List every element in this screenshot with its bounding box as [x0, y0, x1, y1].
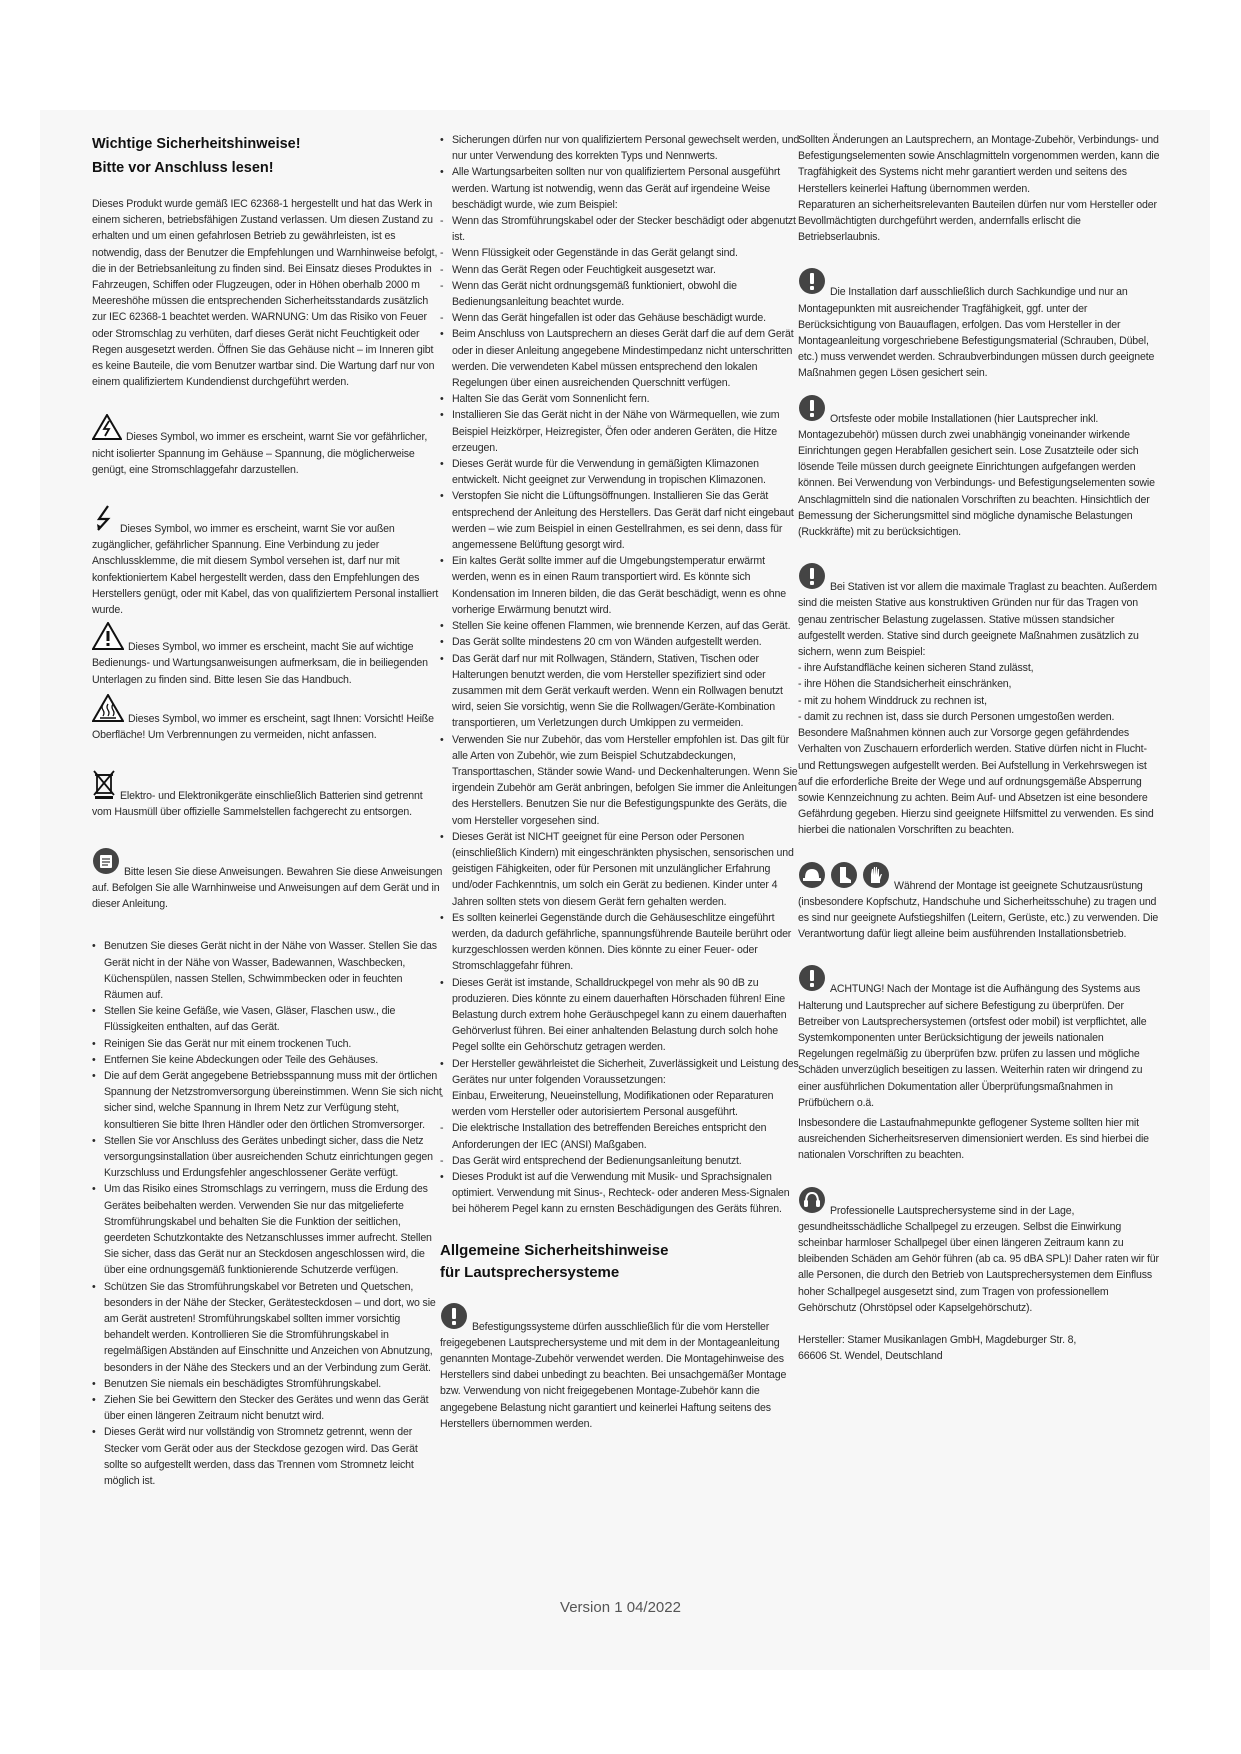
list-item: • Ziehen Sie bei Gewittern den Stecker des Gerätes und wenn das Gerät über einen längeren Zeitraum nicht benutzt wird. [92, 1392, 444, 1424]
symbol-weee-block [92, 769, 444, 820]
safety-bullet-list [92, 938, 444, 1489]
list-item: - Wenn das Gerät Regen oder Feuchtigkeit ausgesetzt war. [440, 262, 800, 278]
document-page [40, 110, 1210, 1670]
hot-surface-icon [92, 694, 124, 727]
attention-text: ACHTUNG! Nach der Montage ist die Aufhängung des Systems aus Halterung und Lautsprecher auf sichere Befestigung zu überprüfen. Der Betreiber von Lautsprechersystemen (ortsfest oder mobil) ist verpflichtet, alle Systemkomponenten unter Berücksichtigung der jeweils nationalen Regelungen regelmäßig zu überprüfen bzw. prüfen zu lassen und mögliche Schäden unverzüglich beseitigen zu lassen. Weiterhin raten wir dringend zu einer ausführlichen Dokumentation aller Überprüfungsmaßnahmen in Prüfbüchern o.ä. [798, 983, 1147, 1109]
lightning-bolt-icon [92, 504, 116, 537]
symbol-read-text: Bitte lesen Sie diese Anweisungen. Bewahren Sie diese Anweisungen auf. Befolgen Sie alle Warnhinweise und Anweisungen auf dem Gerät und in dieser Anleitung. [92, 865, 443, 911]
list-item: • Stellen Sie keine offenen Flammen, wie brennende Kerzen, auf das Gerät. [440, 618, 800, 634]
list-item: • Verwenden Sie nur Zubehör, das vom Hersteller empfohlen ist. Das gilt für alle Arten von Zubehör, wie zum Beispiel Schutzabdeckungen, Transporttaschen, Ständer sowie Wand- und Deckenhalterungen. Wenn Sie irgendein Zubehör am Gerät anbringen, befolgen Sie immer die Anleitungen des Herstellers. Benutzen Sie nur die Befestigungspunkte des Geräts, die vom Hersteller vorgesehen sind. [440, 732, 800, 829]
ppe-block [798, 861, 1160, 943]
installation-text: Die Installation darf ausschließlich durch Sachkundige und nur an Montagepunkten mit ausreichender Tragfähigkeit, ggf. unter der Berücksichtigung von Bauauflagen, erfolgen. Das vom Hersteller in der Montageanleitung vorgeschriebene Befestigungsmaterial (Schrauben, Dübel, etc.) muss verwendet werden. Schraubverbindungen müssen durch geeignete Maßnahmen gegen Lösen gesichert sein. [798, 286, 1155, 380]
speaker-safety-heading: Allgemeine Sicherheitshinweise für Lautsprechersysteme [440, 1241, 669, 1281]
list-item: - Wenn das Gerät hingefallen ist oder das Gehäuse beschädigt wurde. [440, 310, 800, 326]
list-item: - Das Gerät wird entsprechend der Bedienungsanleitung benutzt. [440, 1153, 800, 1169]
column-middle [440, 132, 800, 1432]
modifications-paragraph: Sollten Änderungen an Lautsprechern, an Montage-Zubehör, Verbindungs- und Befestigungselementen sowie Anschlagmitteln vorgenommen werden, kann die Tragfähigkeit des Systems nicht mehr garantiert werden und seitens des Herstellers keinerlei Haftung übernommen werden. [798, 134, 1160, 195]
list-item: • Halten Sie das Gerät vom Sonnenlicht fern. [440, 391, 800, 407]
list-item: • Das Gerät darf nur mit Rollwagen, Ständern, Stativen, Tischen oder Halterungen benutzt werden, die vom Hersteller spezifiziert sind oder zusammen mit dem Gerät verkauft werden. Wenn ein Rollwagen benutzt wird, seien Sie vorsichtig, wenn Sie die Rollwagen/Geräte-Kombination transportieren, um Verletzungen durch Umkippen zu vermeiden. [440, 651, 800, 732]
exclamation-circle-icon [798, 964, 826, 997]
mounting-block [440, 1302, 800, 1432]
symbol-voltage-text: Dieses Symbol, wo immer es erscheint, warnt Sie vor gefährlicher, nicht isolierter Spannung im Gehäuse – Spannung, die möglicherweise genügt, eine Stromschlaggefahr darzustellen. [92, 431, 428, 476]
symbol-attention-block [92, 622, 444, 688]
column-right [798, 132, 1160, 1364]
hearing-text: Professionelle Lautsprechersysteme sind in der Lage, gesundheitsschädliche Schallpegel zu erzeugen. Selbst die Einwirkung scheinbar harmloser Schallpegel über einen längeren Zeitraum kann zu bleibenden Schäden am Gehör führen (ab ca. 95 dBA SPL)! Daher raten wir für alle Personen, die durch den Betrieb von Lautsprechersystemen dem Einfluss hoher Schallpegel ausgesetzt sind, zum Tragen von professionellem Gehörschutz (Ohrstöpsel oder Kapselgehörschutz). [798, 1204, 1159, 1314]
voltage-triangle-icon [92, 414, 122, 445]
list-item: • Der Hersteller gewährleistet die Sicherheit, Zuverlässigkeit und Leistung des Gerätes nur unter folgenden Voraussetzungen: [440, 1056, 800, 1088]
ppe-text: Während der Montage ist geeignete Schutzausrüstung (insbesondere Kopfschutz, Handschuhe und Sicherheitsschuhe) zu tragen und es sind nur geeignete Aufstiegshilfen (Leitern, Gerüste, etc.) zu verwenden. Die Verantwortung dafür liegt alleine beim ausführenden Installationsbetrieb. [798, 879, 1159, 941]
attention-block [798, 964, 1160, 1111]
stands-text: Bei Stativen ist vor allem die maximale Traglast zu beachten. Außerdem sind die meisten Stative aus konstruktiven Gründen nur für das Tragen von genau zentrischer Belastung zugelassen. Stative müssen standsicher aufgestellt werden. Stative sind durch geeignete Maßnahmen zusätzlich zu sichern, wenn zum Beispiel: [798, 581, 1157, 659]
manufacturer-block [798, 1332, 1160, 1364]
stands-list-item: - ihre Aufstandfläche keinen sicheren Stand zulässt, [798, 662, 1034, 675]
list-item: - Die elektrische Installation des betreffenden Bereiches entspricht den Anforderungen der IEC (ANSI) Maßgaben. [440, 1120, 800, 1152]
list-item: • Installieren Sie das Gerät nicht in der Nähe von Wärmequellen, wie zum Beispiel Heizkörper, Heizregister, Öfen oder anderen Geräten, die Hitze erzeugen. [440, 407, 800, 456]
exclamation-circle-icon [798, 394, 826, 427]
list-item: • Verstopfen Sie nicht die Lüftungsöffnungen. Installieren Sie das Gerät entsprechend der Anleitung des Herstellers. Das Gerät darf nicht eingebaut werden – wie zum Beispiel in einen Gestellrahmen, es sei denn, dass für angemessene Belüftung gesorgt wird. [440, 488, 800, 553]
list-item: • Es sollten keinerlei Gegenstände durch die Gehäuseschlitze eingeführt werden, da dadurch gefährliche, spannungsführende Bauteile berührt oder kurzgeschlossen werden können. Dies könnte zu einer Feuer- oder Stromschlaggefahr führen. [440, 910, 800, 975]
symbol-weee-text: Elektro- und Elektronikgeräte einschließlich Batterien sind getrennt vom Hausmüll über offizielle Sammelstellen fachgerecht zu entsorgen. [92, 790, 423, 819]
symbol-hot-block [92, 694, 444, 743]
hearing-block [798, 1186, 1160, 1316]
list-item: • Benutzen Sie niemals ein beschädigtes Stromführungskabel. [92, 1376, 444, 1392]
list-item: - Wenn das Stromführungskabel oder der Stecker beschädigt oder abgenutzt ist. [440, 213, 800, 245]
manufacturer-line-1: Hersteller: Stamer Musikanlagen GmbH, Magdeburger Str. 8, [798, 1333, 1077, 1346]
exclamation-circle-icon [440, 1302, 468, 1335]
glove-icon [862, 861, 890, 894]
list-item: • Beim Anschluss von Lautsprechern an dieses Gerät darf die auf dem Gerät oder in dieser Anleitung angegebene Mindestimpedanz nicht unterschritten werden. Die verwendeten Kabel müssen entsprechend den lokalen Regelungen über einen ausreichenden Querschnitt verfügen. [440, 326, 800, 391]
list-item: • Stellen Sie keine Gefäße, wie Vasen, Gläser, Flaschen usw., die Flüssigkeiten enthalten, auf das Gerät. [92, 1003, 444, 1035]
list-item: - Einbau, Erweiterung, Neueinstellung, Modifikationen oder Reparaturen werden vom Hersteller oder autorisiertem Personal ausgeführt. [440, 1088, 800, 1120]
boot-icon [830, 861, 858, 894]
maintenance-bullet-list [440, 132, 800, 1218]
list-item: • Dieses Produkt ist auf die Verwendung mit Musik- und Sprachsignalen optimiert. Verwendung mit Sinus-, Rechteck- oder anderen Mess-Signalen bei höherem Pegel kann zu ernsten Beschädigungen des Geräts führen. [440, 1169, 800, 1218]
list-item: - Wenn Flüssigkeit oder Gegenstände in das Gerät gelangt sind. [440, 245, 800, 261]
stands-list-item: - ihre Höhen die Standsicherheit einschränken, [798, 678, 1012, 691]
stands-list-item: - damit zu rechnen ist, dass sie durch Personen umgestoßen werden. [798, 710, 1115, 723]
symbol-bolt-block [92, 504, 444, 618]
helmet-icon [798, 861, 826, 894]
list-item: • Benutzen Sie dieses Gerät nicht in der Nähe von Wasser. Stellen Sie das Gerät nicht in der Nähe von Wasser, Badewannen, Waschbecken, Küchenspülen, nassen Stellen, Schwimmbecken oder in feuchten Räumen auf. [92, 938, 444, 1003]
list-item: • Dieses Gerät ist NICHT geeignet für eine Person oder Personen (einschließlich Kindern) mit eingeschränkten physischen, sensorischen und geistigen Fähigkeiten, oder für Personen mit unzulänglicher Erfahrung und/oder Fachkenntnis, um solch ein Gerät zu bedienen. Kinder unter 4 Jahren sollten stets von diesem Gerät fern gehalten werden. [440, 829, 800, 910]
list-item: • Dieses Gerät wird nur vollständig von Stromnetz getrennt, wenn der Stecker vom Gerät oder aus der Steckdose gezogen wird. Das Gerät sollte so aufgestellt werden, dass das Trennen vom Stromnetz leicht möglich ist. [92, 1424, 444, 1489]
read-manual-icon [92, 847, 120, 880]
fixed-install-text: Ortsfeste oder mobile Installationen (hier Lautsprecher inkl. Montagezubehör) müssen durch zwei unabhängig voneinander wirkende Einrichtungen gegen Herabfallen gesichert sein. Lose Zusatzteile oder sich lösende Teile müssen durch geeignete Einrichtungen aufgefangen werden können. Bei Verwendung von Verbindungs- und Befestigungselementen sowie Anschlagmitteln sind die nationalen Vorschriften zu beachten. Hinsichtlich der Bemessung der Sicherungsmittel sind mögliche dynamische Belastungen (Ruckkräfte) mit zu berücksichtigen. [798, 412, 1155, 539]
list-item: • Entfernen Sie keine Abdeckungen oder Teile des Gehäuses. [92, 1052, 444, 1068]
installation-block [798, 267, 1160, 381]
list-item: • Reinigen Sie das Gerät nur mit einem trockenen Tuch. [92, 1036, 444, 1052]
list-item: • Das Gerät sollte mindestens 20 cm von Wänden aufgestellt werden. [440, 634, 800, 650]
stands-paragraph-2: Besondere Maßnahmen können auch zur Vorsorge gegen gefährdendes Verhalten von Zuschauern erforderlich werden. Stative dürfen nicht in Flucht- und Rettungswegen aufgestellt werden. Bei Aufstellung in Verkehrswegen ist auf die erforderliche Breite der Wege und auf ordnungsgemäße Absperrung sowie Kennzeichnung zu achten. Beim Auf- und Absetzen ist eine besondere Gefährdung gegeben. Hierzu sind geeignete Hilfsmittel zu verwenden. Es sind hierbei die nationalen Vorschriften zu beachten. [798, 727, 1154, 837]
list-item: • Ein kaltes Gerät sollte immer auf die Umgebungstemperatur erwärmt werden, wenn es in einen Raum transportiert wird. Es könnte sich Kondensation im Inneren bilden, die das Gerät beschädigt, wenn es ohne vorherige Erwärmung benutzt wird. [440, 553, 800, 618]
intro-paragraph: Dieses Produkt wurde gemäß IEC 62368-1 hergestellt und hat das Werk in einem sicheren, betriebsfähigen Zustand verlassen. Um diesen Zustand zu erhalten und um einen gefahrlosen Betrieb zu gewährleisten, ist es notwendig, dass der Benutzer die Empfehlungen und Warnhinweise befolgt, die in der Betriebsanleitung zu finden sind. Bei Einsatz dieses Produktes in Fahrzeugen, Schiffen oder Flugzeugen, oder in Höhen oberhalb 2000 m Meereshöhe müssen die entsprechenden Sicherheitsstandards zusätzlich zur IEC 62368-1 beachtet werden. WARNUNG: Um das Risiko von Feuer oder Stromschlag zu verhüten, darf dieses Gerät nicht Feuchtigkeit oder Regen ausgesetzt werden. Öffnen Sie das Gehäuse nicht – im Inneren gibt es keine Bauteile, die vom Benutzer wartbar sind. Die Wartung darf nur von einem qualifiziertem Kundendienst durchgeführt werden. [92, 198, 438, 389]
stands-list [798, 660, 1160, 725]
symbol-hot-text: Dieses Symbol, wo immer es erscheint, sagt Ihnen: Vorsicht! Heiße Oberfläche! Um Verbrennungen zu vermeiden, nicht anfassen. [92, 712, 434, 742]
list-item: • Dieses Gerät ist imstande, Schalldruckpegel von mehr als 90 dB zu produzieren. Dies könnte zu einem dauerhaften Hörschaden führen! Eine Belastung durch extrem hohe Geräuschpegel kann zu einem dauerhaften Gehörverlust führen. Bei einer anhaltenden Belastung durch solch hohe Pegel sollte ein Gehörschutz getragen werden. [440, 975, 800, 1056]
main-title: Wichtige Sicherheitshinweise! [92, 136, 301, 152]
symbol-bolt-text: Dieses Symbol, wo immer es erscheint, warnt Sie vor außen zugänglicher, gefährlicher Spannung. Eine Verbindung zu jeder Anschlussklemme, die mit diesem Symbol versehen ist, darf nur mit konfektioniertem Kabel hergestellt werden, dass den Empfehlungen des Herstellers genügt, oder mit Kabel, das von qualifiziertem Personal installiert wurde. [92, 523, 439, 617]
list-item: • Schützen Sie das Stromführungskabel vor Betreten und Quetschen, besonders in der Nähe der Stecker, Gerätesteckdosen – und dort, wo sie am Gerät austreten! Stromführungskabel sollten immer vorsichtig behandelt werden. Kontrollieren Sie die Stromführungskabel in regelmäßigen Abständen auf Einschnitte und Anzeichen von Abnutzung, besonders in der Nähe des Steckers und an der Verbindung zum Gerät. [92, 1279, 444, 1376]
stands-list-item: - mit zu hohem Winddruck zu rechnen ist, [798, 694, 987, 707]
exclamation-circle-icon [798, 562, 826, 595]
symbol-read-block [92, 847, 444, 913]
exclamation-circle-icon [798, 267, 826, 300]
symbol-voltage-block [92, 414, 444, 478]
list-item: • Um das Risiko eines Stromschlags zu verringern, muss die Erdung des Gerätes beibehalten werden. Verwenden Sie nur das mitgelieferte Stromführungskabel und behalten Sie die Funktion der seitlichen, geerdeten Schutzkontakte des Netzanschlusses immer aufrecht. Stellen Sie sicher, dass das Gerät nur an Steckdosen angeschlossen wird, die über eine ordnungsgemäß funktionierende Schutzerde verfügen. [92, 1181, 444, 1278]
version-footer: Version 1 04/2022 [560, 1599, 681, 1616]
attention-triangle-icon [92, 622, 124, 655]
stands-block [798, 562, 1160, 660]
list-item: • Dieses Gerät wurde für die Verwendung in gemäßigten Klimazonen entwickelt. Nicht geeignet zur Verwendung in tropischen Klimazonen. [440, 456, 800, 488]
main-subtitle: Bitte vor Anschluss lesen! [92, 160, 274, 176]
symbol-attention-text: Dieses Symbol, wo immer es erscheint, macht Sie auf wichtige Bedienungs- und Wartungsanweisungen aufmerksam, die in beiliegenden Unterlagen zu finden sind. Bitte lesen Sie das Handbuch. [92, 641, 428, 686]
weee-bin-icon [92, 769, 116, 804]
manufacturer-line-2: 66606 St. Wendel, Deutschland [798, 1350, 943, 1363]
list-item: • Stellen Sie vor Anschluss des Gerätes unbedingt sicher, dass die Netz versorgungsinstallation über ausreichenden Schutz einrichtungen gegen Kurzschluss und Erdungsfehler angeschlossener Geräte verfügt. [92, 1133, 444, 1182]
mounting-text: Befestigungssysteme dürfen ausschließlich für die vom Hersteller freigegebenen Lautsprechersysteme und mit dem in der Montageanleitung genannten Montage-Zubehör verwendet werden. Die Montagehinweise des Herstellers sind dabei unbedingt zu beachten. Bei unsachgemäßer Montage bzw. Verwendung von nicht freigegebenen Montage-Zubehör kann die angegebene Belastung nicht garantiert und keinerlei Haftung seitens des Herstellers übernommen werden. [440, 1320, 787, 1430]
list-item: - Wenn das Gerät nicht ordnungsgemäß funktioniert, obwohl die Bedienungsanleitung beachtet wurde. [440, 278, 800, 310]
column-left [92, 132, 444, 1489]
fixed-install-block [798, 394, 1160, 541]
hearing-protection-icon [798, 1186, 826, 1219]
list-item: • Sicherungen dürfen nur von qualifiziertem Personal gewechselt werden, und nur unter Verwendung des korrekten Typs und Nennwerts. [440, 132, 800, 164]
list-item: • Alle Wartungsarbeiten sollten nur von qualifiziertem Personal ausgeführt werden. Wartung ist notwendig, wenn das Gerät auf irgendeine Weise beschädigt wurde, wie zum Beispiel: [440, 164, 800, 213]
list-item: • Die auf dem Gerät angegebene Betriebsspannung muss mit der örtlichen Spannung der Netzstromversorgung übereinstimmen. Wenn Sie sich nicht sicher sind, welche Spannung in Ihrem Netz zur Verfügung steht, konsultieren Sie bitte Ihren Händler oder den örtlichen Stromversorger. [92, 1068, 444, 1133]
attention-paragraph-2: Insbesondere die Lastaufnahmepunkte geflogener Systeme sollten hier mit ausreichenden Sicherheitsreserven dimensioniert werden. Es sind hierbei die nationalen Vorschriften zu beachten. [798, 1116, 1149, 1162]
repairs-paragraph: Reparaturen an sicherheitsrelevanten Bauteilen dürfen nur vom Hersteller oder Bevollmächtigten durchgeführt werden, andernfalls erlischt die Betriebserlaubnis. [798, 198, 1157, 244]
